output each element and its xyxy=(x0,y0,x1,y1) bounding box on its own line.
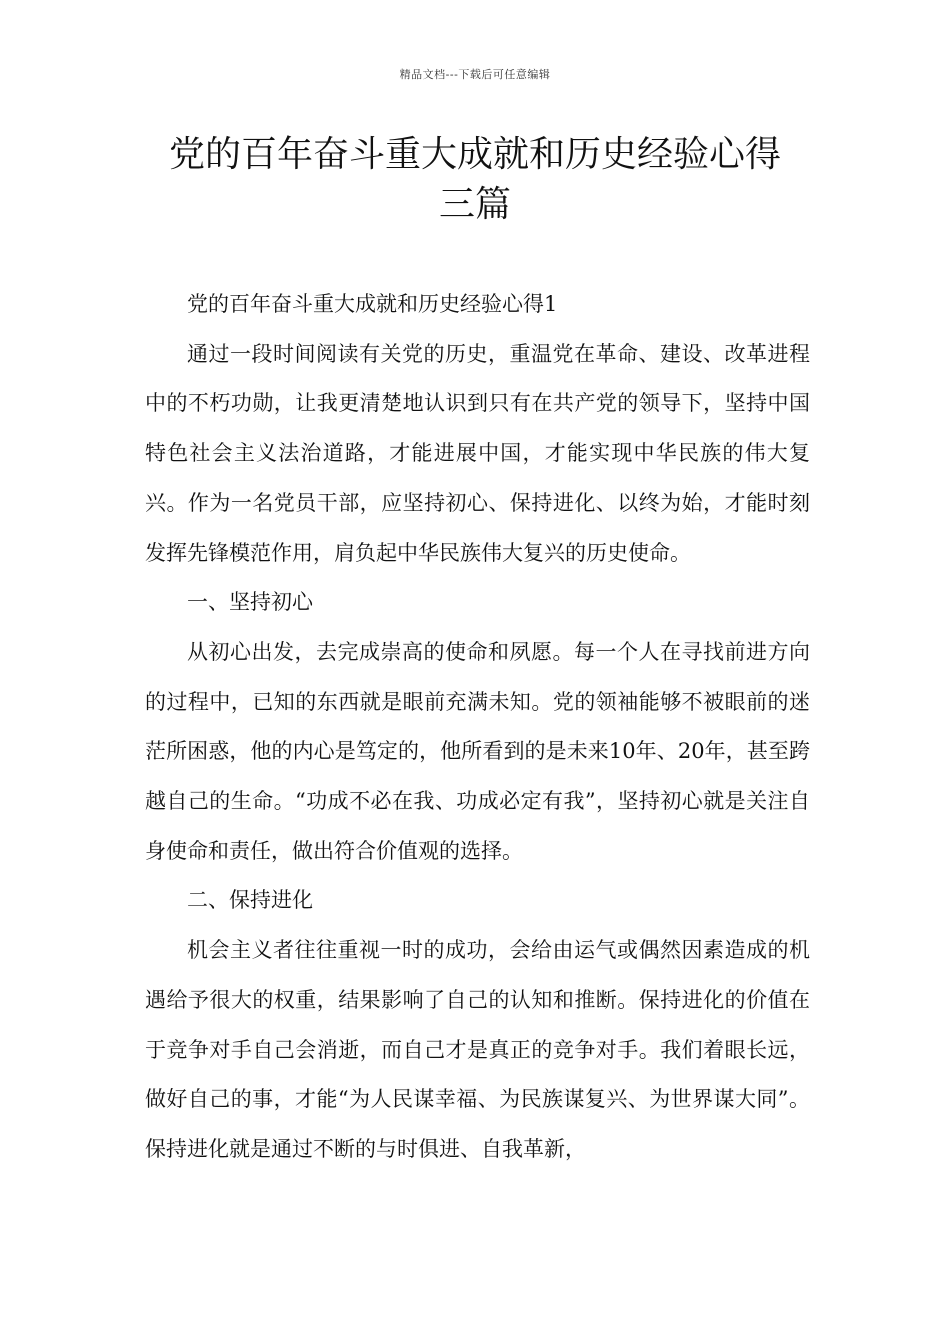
body-paragraph: 通过一段时间阅读有关党的历史，重温党在革命、建设、改革进程中的不朽功勋，让我更清楚地认识到只有在共产党的领导下，坚持中国特色社会主义法治道路，才能进展中国，才能实现中华民族的伟大复兴。作为一名党员干部，应坚持初心、保持进化、以终为始，才能时刻发挥先锋模范作用，肩负起中华民族伟大复兴的历史使命。 xyxy=(145,341,810,565)
body-paragraph: 机会主义者往往重视一时的成功，会给由运气或偶然因素造成的机遇给予很大的权重，结果影响了自己的认知和推断。保持进化的价值在于竞争对手自己会消逝，而自己才是真正的竞争对手。我们着眼长远，做好自己的事，才能“为人民谋幸福、为民族谋复兴、为世界谋大同”。保持进化就是通过不断的与时俱进、自我革新， xyxy=(145,938,810,1161)
document-body xyxy=(145,280,810,1175)
body-paragraph: 从初心出发，去完成崇高的使命和夙愿。每一个人在寻找前进方向的过程中，已知的东西就是眼前充满未知。党的领袖能够不被眼前的迷茫所困惑，他的内心是笃定的，他所看到的是未来10年、20年，甚至跨越自己的生命。“功成不必在我、功成必定有我”，坚持初心就是关注自身使命和责任，做出符合价值观的选择。 xyxy=(145,639,810,863)
section-heading: 一、坚持初心 xyxy=(187,590,313,615)
page-header-note: 精品文档---下载后可任意编辑 xyxy=(399,68,551,81)
document-title-line-2: 三篇 xyxy=(438,184,511,225)
section-subtitle: 党的百年奋斗重大成就和历史经验心得1 xyxy=(187,292,558,316)
section-heading: 二、保持进化 xyxy=(187,888,313,913)
document-title-line-1: 党的百年奋斗重大成就和历史经验心得 xyxy=(168,134,781,175)
document-title xyxy=(0,130,950,230)
